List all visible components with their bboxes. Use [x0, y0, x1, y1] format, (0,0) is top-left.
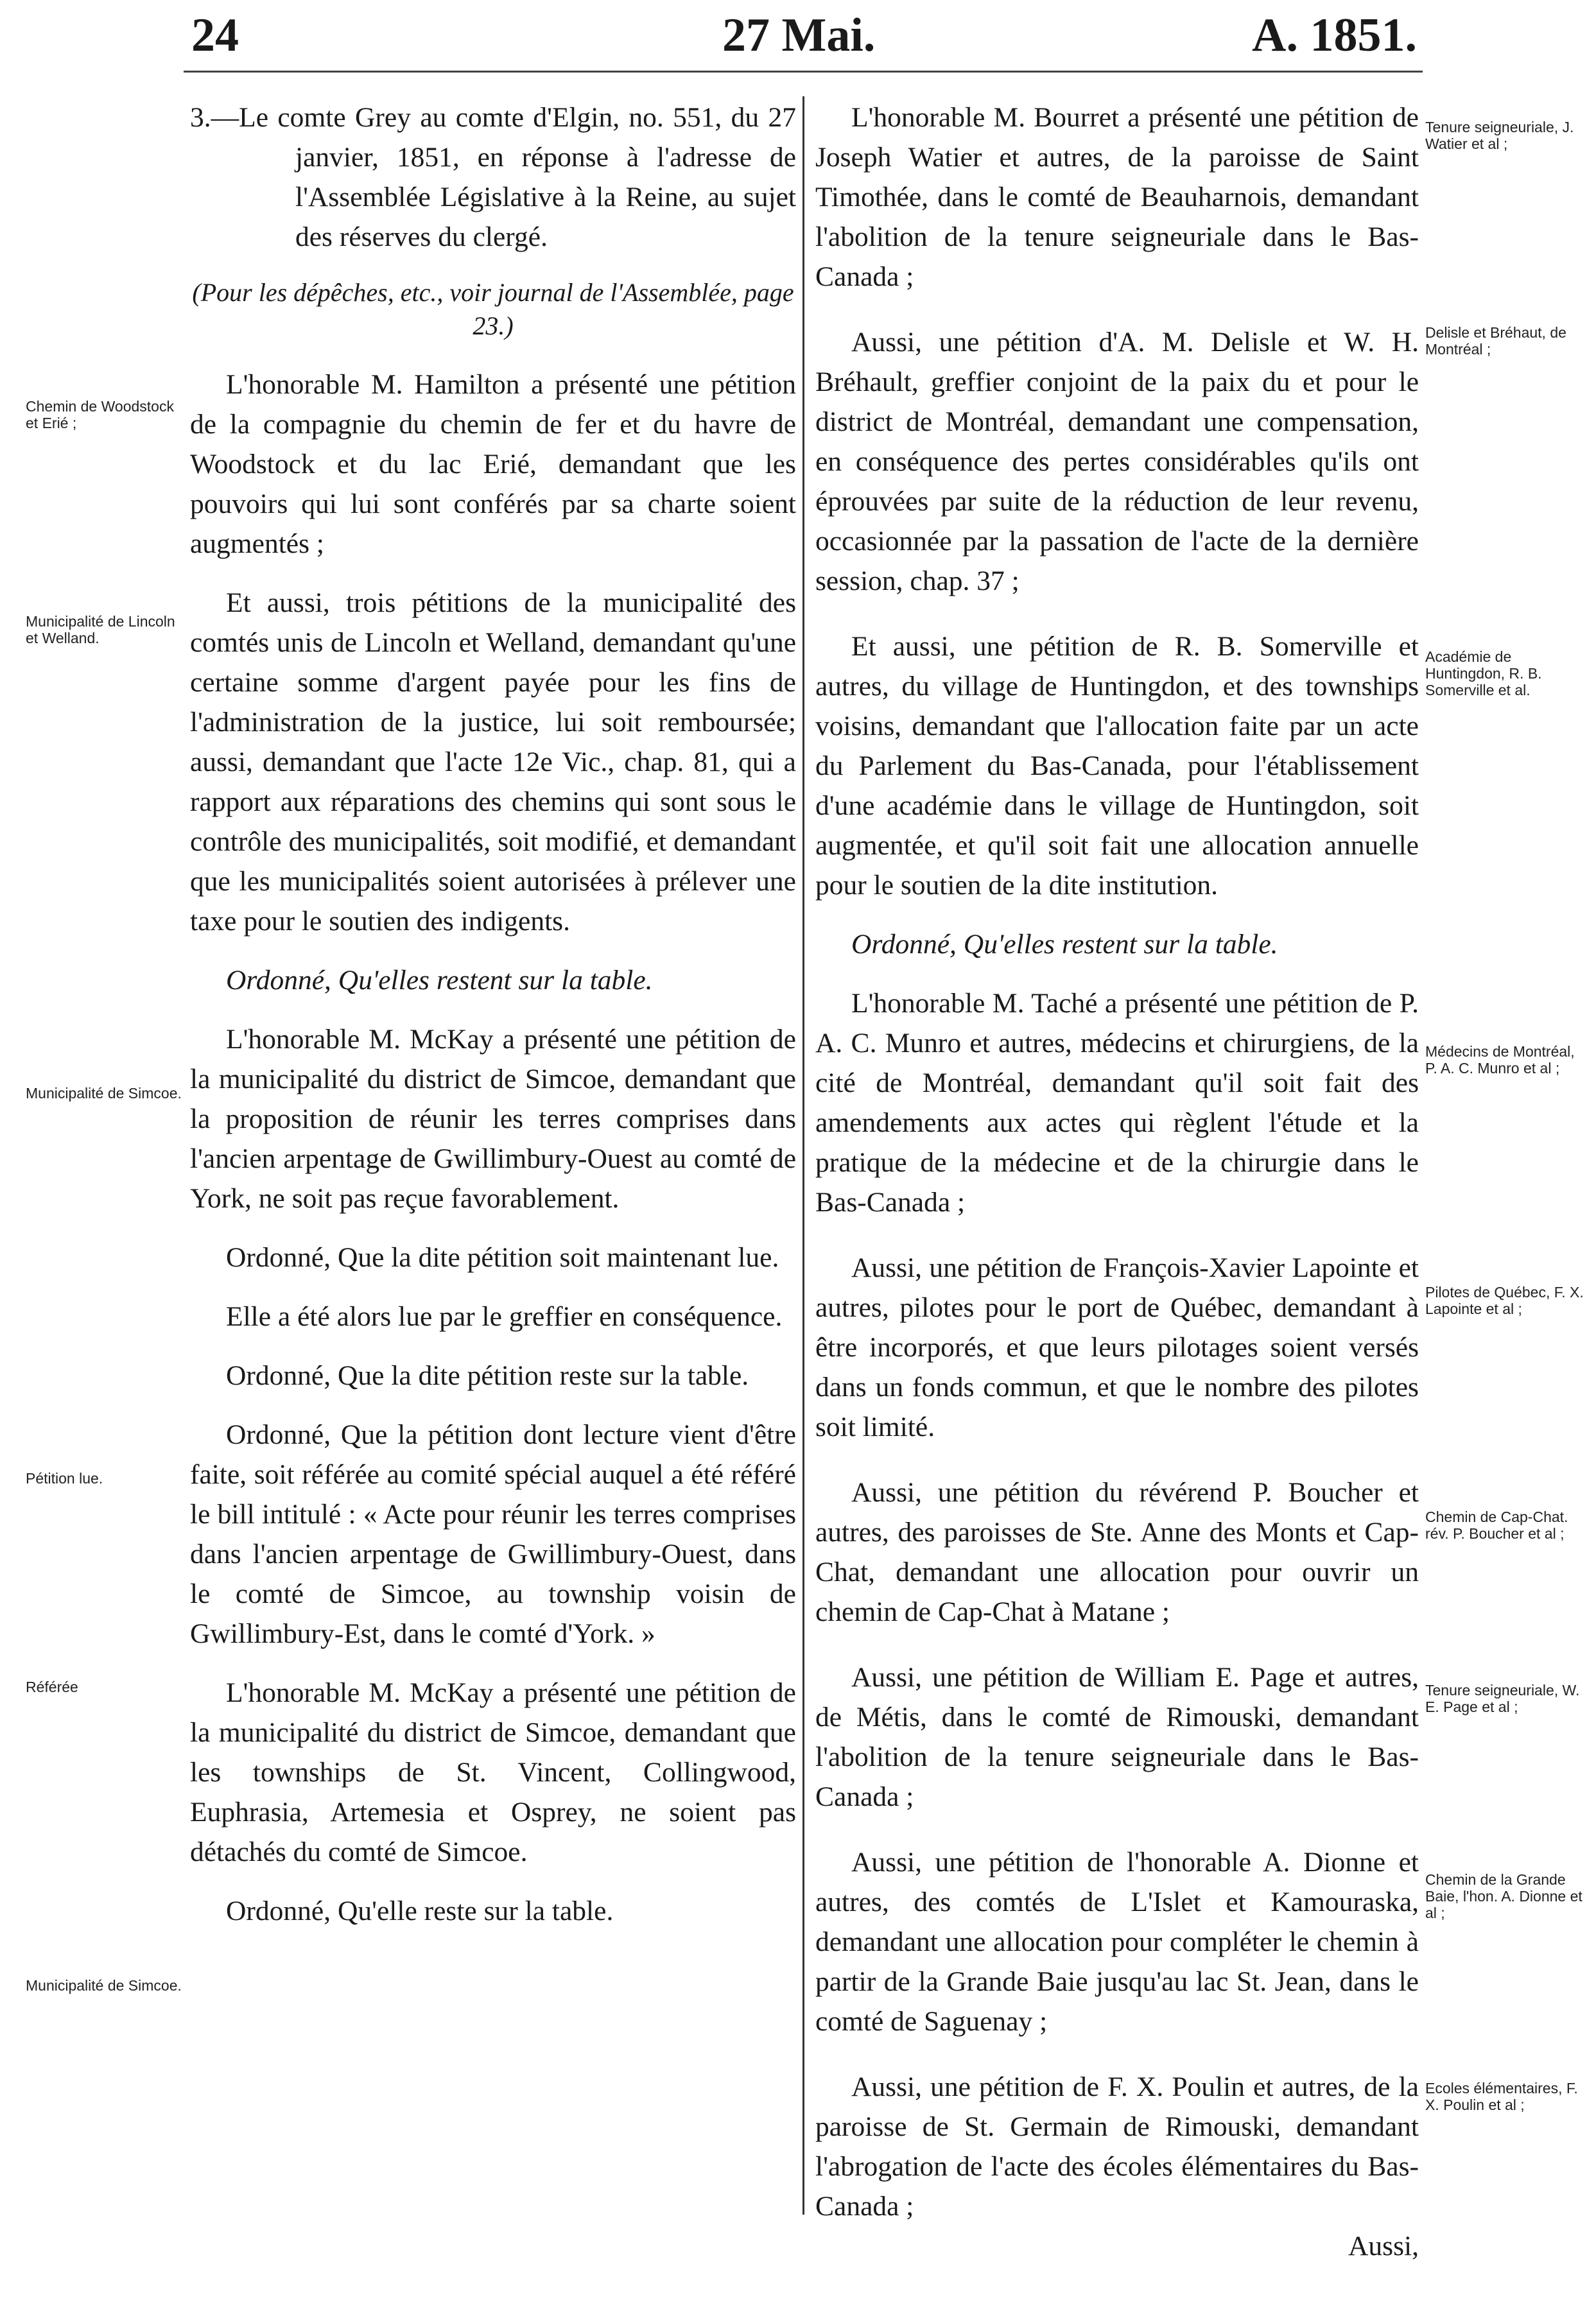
petition-poulin: Aussi, une pétition de F. X. Poulin et autres, de la paroisse de St. Germain de Rimouski, demandant l'abrogation de l'acte des écoles élémentaires du Bas-Canada ; — [815, 2071, 1419, 2222]
petition-mckay-1: L'honorable M. McKay a présenté une pétition de la municipalité du district de Simcoe, demandant que la proposition de réunir les terres comprises dans l'ancien arpentage de Gwillimbury-Ouest au comté de York, ne soit pas reçue favorablement. — [190, 1024, 796, 1214]
order-right-1: Ordonné, Qu'elles restent sur la table. — [851, 929, 1278, 960]
margin-note-simcoe-2: Municipalité de Simcoe. — [26, 1977, 182, 1994]
petition-lincoln-welland: Et aussi, trois pétitions de la municipalité des comtés unis de Lincoln et Welland, demandant qu'une certaine somme d'argent payée pour les fins de l'administration de la justice, lui soit remboursée; aussi, demandant que l'acte 12e Vic., chap. 81, qui a rapport aux réparations des chemins qui sont sous le contrôle des municipalités, soit modifié, et demandant que les municipalités soient autorisées à prélever une taxe pour le soutien des indigents. — [190, 587, 796, 937]
margin-note-page: Tenure seigneuriale, W. E. Page et al ; — [1425, 1682, 1580, 1715]
petition-lapointe: Aussi, une pétition de François-Xavier Lapointe et autres, pilotes pour le port de Québec, demandant à être incorporés, et que leurs pilotages soient versés dans un fonds commun, et que le nombre des pilotes soit limité. — [815, 1252, 1419, 1442]
order-2: Ordonné, Que la dite pétition soit maintenant lue. — [226, 1242, 779, 1273]
order-5: Ordonné, Qu'elle reste sur la table. — [226, 1896, 614, 1926]
margin-note-lapointe: Pilotes de Québec, F. X. Lapointe et al ; — [1425, 1284, 1584, 1317]
petition-dionne: Aussi, une pétition de l'honorable A. Dionne et autres, des comtés de L'Islet et Kamouraska, demandant une allocation pour compléter le chemin à partir de la Grande Baie jusqu'au lac St. Jean, dans le comté de Saguenay ; — [815, 1847, 1419, 2037]
petition-mckay-2: L'honorable M. McKay a présenté une pétition de la municipalité du district de Simcoe, demandant que les townships de St. Vincent, Collingwood, Euphrasia, Artemesia et Osprey, ne soient pas détachés du comté de Simcoe. — [190, 1677, 796, 1867]
margin-note-delisle: Delisle et Bréhaut, de Montréal ; — [1425, 324, 1566, 358]
petition-page: Aussi, une pétition de William E. Page et autres, de Métis, dans le comté de Rimouski, demandant l'abolition de la tenure seigneuriale dans le Bas-Canada ; — [815, 1662, 1419, 1812]
dispatch-item-3 — [190, 98, 796, 257]
margin-note-munro: Médecins de Montréal, P. A. C. Munro et al ; — [1425, 1043, 1575, 1077]
dispatch-note: (Pour les dépêches, etc., voir journal de l'Assemblée, page 23.) — [192, 278, 794, 340]
petition-bourret: L'honorable M. Bourret a présenté une pétition de Joseph Watier et autres, de la paroisse de Saint Timothée, dans le comté de Beauharnois, demandant l'abolition de la tenure seigneuriale dans le Bas-Canada ; — [815, 102, 1419, 292]
margin-note-poulin: Ecoles élémentaires, F. X. Poulin et al ; — [1425, 2080, 1578, 2113]
margin-note-lincoln-welland: Municipalité de Lincoln et Welland. — [26, 613, 175, 646]
right-column — [815, 98, 1419, 2266]
left-column — [190, 98, 796, 1931]
dispatch-item-3-text: 3.—Le comte Grey au comte d'Elgin, no. 551, du 27 janvier, 1851, en réponse à l'adresse de l'Assemblée Législative à la Reine, au sujet des réserves du clergé. — [190, 102, 796, 252]
margin-note-referee: Référée — [26, 1679, 78, 1695]
margin-note-huntingdon: Académie de Huntingdon, R. B. Somerville et al. — [1425, 648, 1542, 698]
order-3: Ordonné, Que la dite pétition reste sur la table. — [226, 1360, 749, 1391]
page-number: 24 — [191, 9, 239, 62]
page-year: A. 1851. — [1252, 9, 1417, 62]
margin-note-petition-lue: Pétition lue. — [26, 1470, 103, 1487]
margin-note-boucher: Chemin de Cap-Chat. rév. P. Boucher et al ; — [1425, 1509, 1568, 1542]
order-1: Ordonné, Qu'elles restent sur la table. — [226, 965, 653, 996]
margin-note-woodstock: Chemin de Woodstock et Erié ; — [26, 398, 174, 431]
page-date: 27 Mai. — [722, 9, 876, 62]
margin-note-watier: Tenure seigneuriale, J. Watier et al ; — [1425, 119, 1574, 152]
petition-tache: L'honorable M. Taché a présenté une pétition de P. A. C. Munro et autres, médecins et chirurgiens, de la cité de Montréal, demandant qu'il soit fait des amendements aux actes qui règlent l'étude et la pratique de la médecine et de la chirurgie dans le Bas-Canada ; — [815, 988, 1419, 1218]
header-rule — [184, 71, 1423, 73]
petition-read: Elle a été alors lue par le greffier en conséquence. — [226, 1301, 783, 1332]
order-4: Ordonné, Que la pétition dont lecture vient d'être faite, soit référée au comité spécial auquel a été référé le bill intitulé : « Acte pour réunir les terres comprises dans l'ancien arpentage de Gwillimbury-Ouest, dans le comté de Simcoe, au township voisin de Gwillimbury-Est, dans le comté d'York. » — [190, 1419, 796, 1649]
petition-somerville: Et aussi, une pétition de R. B. Somerville et autres, du village de Huntingdon, et des townships voisins, demandant que l'allocation faite par un acte du Parlement du Bas-Canada, pour l'établissement d'une académie dans le village de Huntingdon, soit augmentée, et qu'il soit fait une allocation annuelle pour le soutien de la dite institution. — [815, 631, 1419, 901]
column-divider — [802, 96, 804, 2215]
catchword: Aussi, — [1348, 2231, 1419, 2261]
petition-boucher: Aussi, une pétition du révérend P. Boucher et autres, des paroisses de Ste. Anne des Monts et Cap-Chat, demandant une allocation pour ouvrir un chemin de Cap-Chat à Matane ; — [815, 1477, 1419, 1627]
petition-delisle: Aussi, une pétition d'A. M. Delisle et W. H. Bréhault, greffier conjoint de la paix du et pour le district de Montréal, demandant une compensation, en conséquence des pertes considérables qu'ils ont éprouvées par suite de la réduction de leur revenu, occasionnée par la passation de l'acte de la dernière session, chap. 37 ; — [815, 327, 1419, 596]
margin-note-dionne: Chemin de la Grande Baie, l'hon. A. Dionne et al ; — [1425, 1871, 1583, 1921]
petition-hamilton: L'honorable M. Hamilton a présenté une pétition de la compagnie du chemin de fer et du havre de Woodstock et du lac Erié, demandant que les pouvoirs qui lui sont conférés par sa charte soient augmentés ; — [190, 369, 796, 559]
margin-note-simcoe-1: Municipalité de Simcoe. — [26, 1085, 182, 1102]
